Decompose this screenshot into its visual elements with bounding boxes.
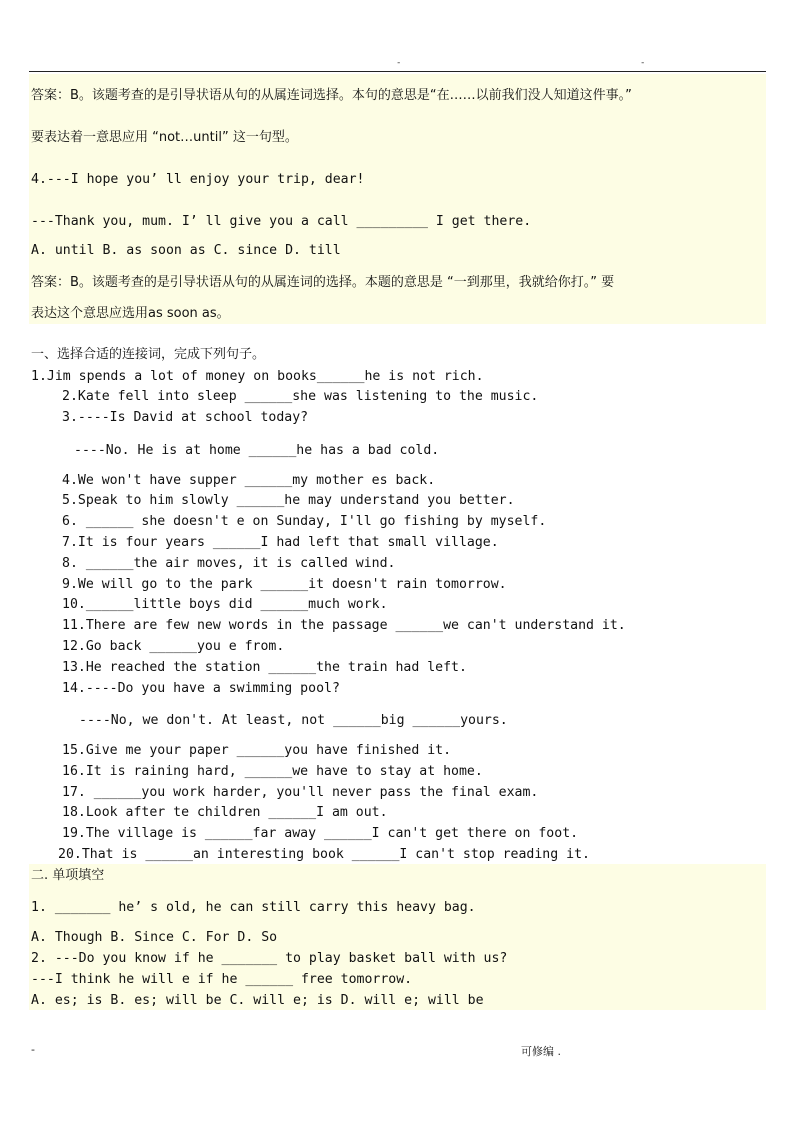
section1-item: 11.There are few new words in the passage ______we can't understand it. — [62, 618, 626, 633]
section1-item: 13.He reached the station ______the train had left. — [62, 660, 467, 675]
section1-item: 17. ______you work harder, you'll never pass the final exam. — [62, 785, 539, 800]
section1-item: 8. ______the air moves, it is called wind. — [62, 556, 396, 571]
section2-item: ---I think he will e if he ______ free tomorrow. — [31, 972, 413, 987]
question4-reply: ---Thank you, mum. I’ ll give you a call _________ I get there. — [31, 214, 532, 229]
section1-item: 20.That is ______an interesting book ______I can't stop reading it. — [58, 847, 590, 862]
answer3-line1: 答案：B。该题考查的是引导状语从句的从属连词选择。本句的意思是“在……以前我们没人知道这件事。” — [31, 88, 632, 103]
section1-item: 10.______little boys did ______much work. — [62, 597, 388, 612]
section1-item: 3.----Is David at school today? — [62, 410, 309, 425]
section2-item: A. es; is B. es; will be C. will e; is D. will e; will be — [31, 993, 484, 1008]
section1-item: 14.----Do you have a swimming pool? — [62, 681, 340, 696]
section1-item: 18.Look after te children ______I am out. — [62, 805, 388, 820]
section2-title: 二. 单项填空 — [31, 868, 105, 883]
section1-item: 4.We won't have supper ______my mother es back. — [62, 473, 436, 488]
question4-options: A. until B. as soon as C. since D. till — [31, 243, 341, 258]
answer3-line2: 要表达着一意思应用 “not…until” 这一句型。 — [31, 130, 298, 145]
question4-text: 4.---I hope you’ ll enjoy your trip, dear! — [31, 172, 365, 187]
section1-item: 9.We will go to the park ______it doesn't rain tomorrow. — [62, 577, 507, 592]
section2-item: A. Though B. Since C. For D. So — [31, 930, 278, 945]
header-right-mark: - — [640, 58, 646, 68]
section1-item: ----No. He is at home ______he has a bad cold. — [74, 443, 440, 458]
section1-item: 16.It is raining hard, ______we have to stay at home. — [62, 764, 483, 779]
section1-item: ----No, we don't. At least, not ______big ______yours. — [79, 713, 508, 728]
section1-item: 6. ______ she doesn't e on Sunday, I'll go fishing by myself. — [62, 514, 547, 529]
header-rule — [29, 71, 766, 72]
section1-item: 12.Go back ______you e from. — [62, 639, 285, 654]
section1-item: 2.Kate fell into sleep ______she was listening to the music. — [62, 389, 539, 404]
footer-left-mark: - — [31, 1043, 35, 1056]
question4-answer-line1: 答案：B。该题考查的是引导状语从句的从属连词的选择。本题的意思是 “一到那里，我就给你打。” 要 — [31, 275, 615, 290]
section1-item: 15.Give me your paper ______you have finished it. — [62, 743, 452, 758]
section1-title: 一、选择合适的连接词，完成下列句子。 — [31, 347, 266, 362]
section2-item: 1. _______ he’ s old, he can still carry this heavy bag. — [31, 900, 476, 915]
section2-item: 2. ---Do you know if he _______ to play basket ball with us? — [31, 951, 508, 966]
section1-item: 1.Jim spends a lot of money on books______he is not rich. — [31, 369, 484, 384]
header-left-mark: - — [396, 58, 402, 68]
section1-item: 7.It is four years ______I had left that small village. — [62, 535, 499, 550]
question4-answer-line2: 表达这个意思应选用as soon as。 — [31, 306, 230, 321]
footer-editable-note: 可修编 . — [521, 1045, 561, 1058]
section1-item: 19.The village is ______far away ______I can't get there on foot. — [62, 826, 579, 841]
section1-item: 5.Speak to him slowly ______he may understand you better. — [62, 493, 515, 508]
